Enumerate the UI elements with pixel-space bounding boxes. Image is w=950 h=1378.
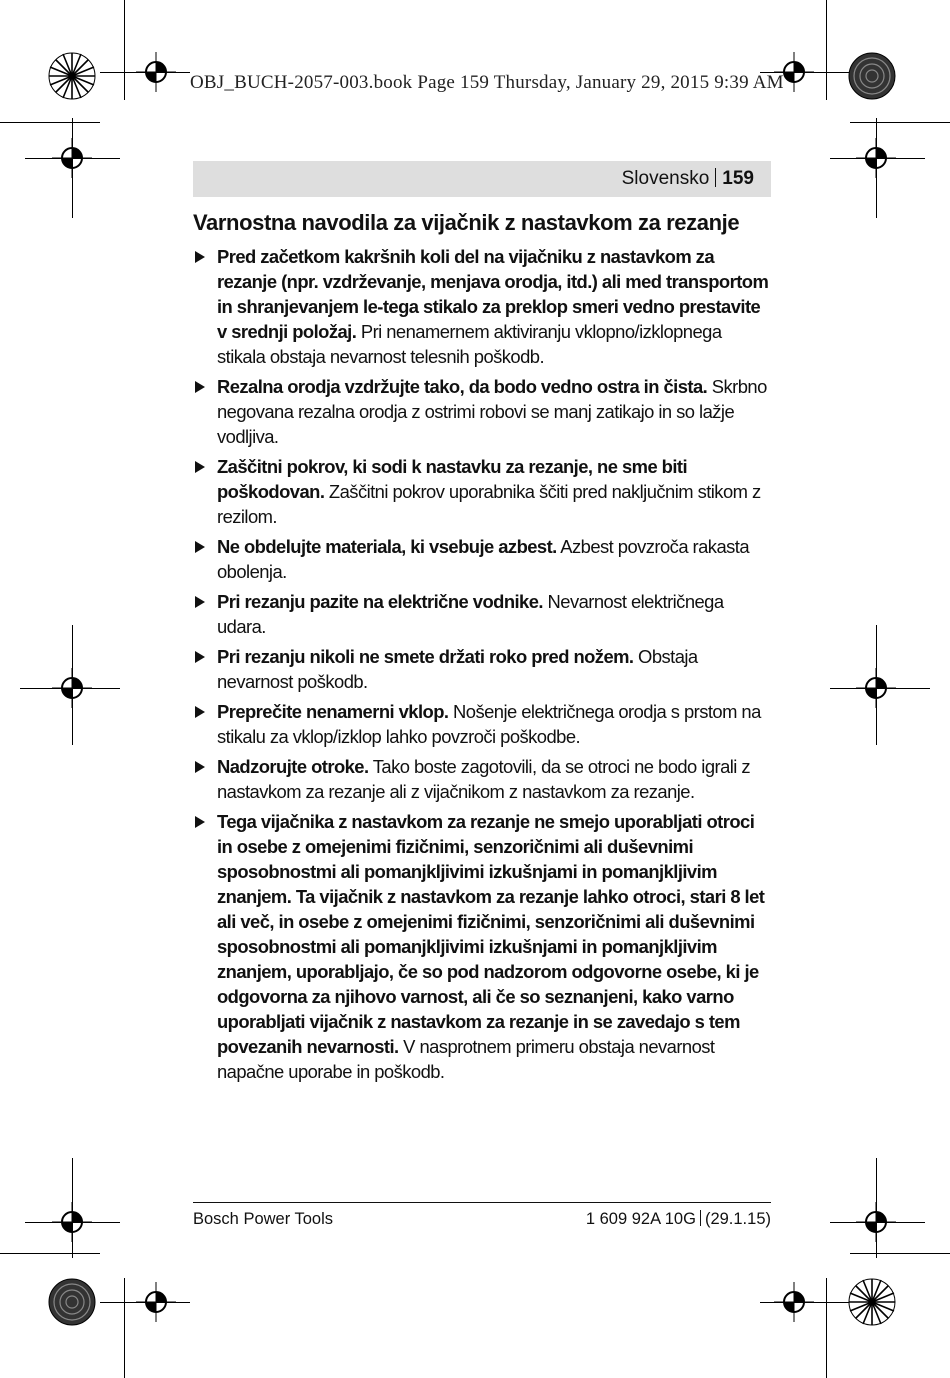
registration-target-icon xyxy=(52,1202,92,1242)
item-explanation: Azbest povzroča rakasta obolenja. xyxy=(217,536,750,582)
running-header xyxy=(622,168,754,190)
triangle-bullet-icon xyxy=(195,251,205,263)
registration-target-icon xyxy=(856,138,896,178)
item-explanation: Nevarnost električnega udara. xyxy=(217,591,724,637)
item-explanation: Skrbno negovana rezalna orodja z ostrimi robovi se manj zatikajo in so lažje vodljiva. xyxy=(217,376,767,447)
item-explanation: Pri nenamernem aktiviranju vklopno/izklopnega stikala obstaja nevarnost telesnih poškodb. xyxy=(217,321,722,367)
list-item xyxy=(193,374,771,449)
crop-mark xyxy=(826,1278,827,1378)
list-item xyxy=(193,809,771,1084)
crop-mark xyxy=(124,1278,125,1378)
item-warning: Pri rezanju nikoli ne smete držati roko pred nožem. xyxy=(217,646,634,667)
page-number: 159 xyxy=(722,168,754,189)
triangle-bullet-icon xyxy=(195,651,205,663)
list-item xyxy=(193,754,771,804)
triangle-bullet-icon xyxy=(195,541,205,553)
item-warning: Pred začetkom kakršnih koli del na vijačniku z nastavkom za rezanje (npr. vzdrževanje, menjava orodja, itd.) ali med transportom in shranjevanjem le-tega stikalo za preklop smeri vedno prestavite v srednji položaj. xyxy=(217,246,769,342)
registration-target-icon xyxy=(774,1282,814,1322)
item-explanation: V nasprotnem primeru obstaja nevarnost napačne uporabe in poškodb. xyxy=(217,1036,715,1082)
book-slug-header: OBJ_BUCH-2057-003.book Page 159 Thursday, January 29, 2015 9:39 AM xyxy=(190,72,784,93)
list-item xyxy=(193,699,771,749)
section-title: Varnostna navodila za vijačnik z nastavkom za rezanje xyxy=(193,210,740,235)
star-target-icon xyxy=(848,1278,896,1326)
crop-mark xyxy=(850,122,950,123)
triangle-bullet-icon xyxy=(195,706,205,718)
item-warning: Ne obdelujte materiala, ki vsebuje azbest. xyxy=(217,536,557,557)
item-warning: Pri rezanju pazite na električne vodnike. xyxy=(217,591,543,612)
registration-target-icon xyxy=(136,52,176,92)
item-warning: Tega vijačnika z nastavkom za rezanje ne smejo uporabljati otroci in osebe z omejenimi fizičnimi, senzoričnimi ali duševnimi sposobnostmi ali pomanjkljivimi izkušnjami in pomanjkljivim znanjem. Ta vijačnik z nastavkom za rezanje lahko otroci, stari 8 let ali več, in osebe z omejenimi fizičnimi, senzoričnimi ali duševnimi sposobnostmi ali pomanjkljivimi izkušnjami in pomanjkljivim znanjem, uporabljajo, če so pod nadzorom odgovorne osebe, ki je odgovorna za njihovo varnost, ali če so seznanjeni, kako varno uporabljati vijačnik z nastavkom za rezanje in se zavedajo s tem povezanih nevarnosti. xyxy=(217,811,765,1057)
item-warning: Preprečite nenamerni vklop. xyxy=(217,701,449,722)
registration-target-icon xyxy=(52,138,92,178)
item-explanation: Nošenje električnega orodja s prstom na stikalu za vklop/izklop lahko povzroči poškodbe. xyxy=(217,701,761,747)
crop-mark xyxy=(0,122,100,123)
footer-doc-info xyxy=(586,1210,771,1229)
list-item xyxy=(193,589,771,639)
item-warning: Rezalna orodja vzdržujte tako, da bodo vedno ostra in čista. xyxy=(217,376,708,397)
item-explanation: Zaščitni pokrov uporabnika ščiti pred naključnim stikom z rezilom. xyxy=(217,481,761,527)
crop-mark xyxy=(0,1253,100,1254)
star-target-icon xyxy=(848,52,896,100)
triangle-bullet-icon xyxy=(195,381,205,393)
list-item xyxy=(193,244,771,369)
item-explanation: Obstaja nevarnost poškodb. xyxy=(217,646,698,692)
list-item xyxy=(193,454,771,529)
registration-target-icon xyxy=(136,1282,176,1322)
star-target-icon xyxy=(48,52,96,100)
footer-rule xyxy=(193,1202,771,1203)
item-warning: Zaščitni pokrov, ki sodi k nastavku za rezanje, ne sme biti poškodovan. xyxy=(217,456,688,502)
registration-target-icon xyxy=(856,668,896,708)
document-number: 1 609 92A 10G xyxy=(585,1210,696,1228)
item-warning: Nadzorujte otroke. xyxy=(217,756,369,777)
triangle-bullet-icon xyxy=(195,761,205,773)
list-item xyxy=(193,644,771,694)
star-target-icon xyxy=(48,1278,96,1326)
item-explanation: Tako boste zagotovili, da se otroci ne bodo igrali z nastavkom za rezanje ali z vijačnikom z nastavkom za rezanje. xyxy=(217,756,751,802)
footer-brand: Bosch Power Tools xyxy=(193,1210,334,1228)
crop-mark xyxy=(850,1253,950,1254)
crop-mark xyxy=(826,0,827,100)
crop-mark xyxy=(124,0,125,100)
header-divider xyxy=(715,168,716,187)
list-item xyxy=(193,534,771,584)
safety-instructions-list xyxy=(193,244,771,1089)
footer-divider xyxy=(700,1210,701,1226)
language-label: Slovensko xyxy=(621,168,710,189)
triangle-bullet-icon xyxy=(195,816,205,828)
triangle-bullet-icon xyxy=(195,461,205,473)
registration-target-icon xyxy=(52,668,92,708)
document-date: (29.1.15) xyxy=(704,1210,771,1228)
registration-target-icon xyxy=(856,1202,896,1242)
triangle-bullet-icon xyxy=(195,596,205,608)
